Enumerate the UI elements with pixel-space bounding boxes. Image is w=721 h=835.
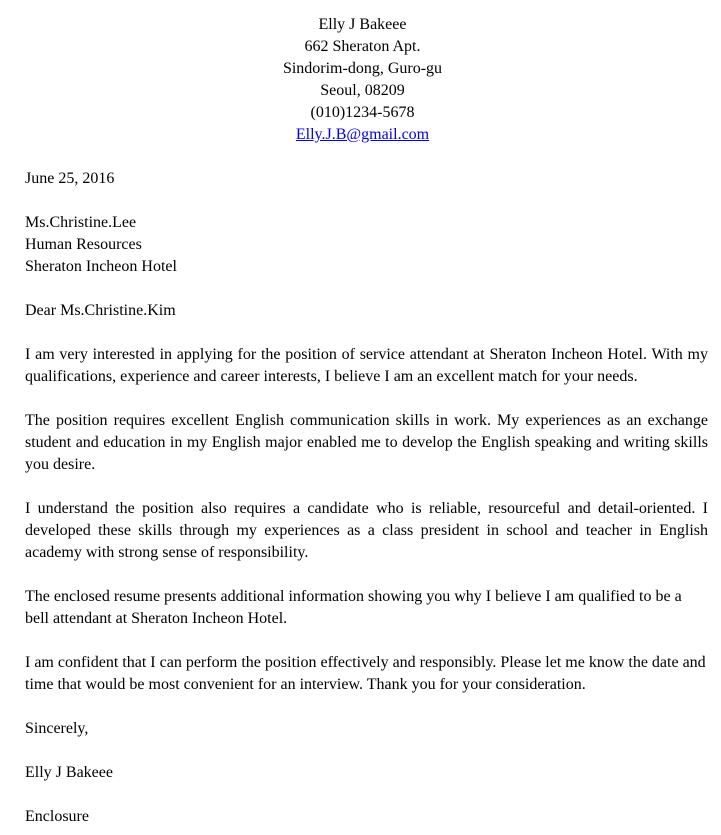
body-paragraph-2: The position requires excellent English communication skills in work. My experiences as an exchange student and education in my English major enabled me to develop the English speaking and writing skills you desire. — [25, 412, 708, 473]
sender-address-line3: Seoul, 08209 — [320, 82, 405, 99]
signature-name: Elly J Bakeee — [25, 764, 113, 781]
salutation: Dear Ms.Christine.Kim — [25, 302, 176, 319]
recipient-block — [25, 212, 708, 278]
body-paragraph-5: I am confident that I can perform the position effectively and responsibly. Please let me know the date and time that would be most convenient for an interview. Thank you for your consideration. — [25, 654, 706, 693]
sender-email-link[interactable]: Elly.J.B@gmail.com — [295, 126, 430, 143]
recipient-department: Human Resources — [25, 236, 142, 253]
body-paragraph-3: I understand the position also requires a candidate who is reliable, resourceful and detail-oriented. I developed these skills through my experiences as a class president in school and teacher in English academy with strong sense of responsibility. — [25, 500, 708, 561]
body-paragraph-4: The enclosed resume presents additional information showing you why I believe I am qualified to be a bell attendant at Sheraton Incheon Hotel. — [25, 588, 682, 627]
sender-address-line2: Sindorim-dong, Guro-gu — [282, 60, 443, 77]
closing: Sincerely, — [25, 720, 89, 737]
recipient-name: Ms.Christine.Lee — [25, 214, 137, 231]
sender-phone: (010)1234-5678 — [310, 104, 415, 121]
recipient-company: Sheraton Incheon Hotel — [25, 258, 177, 275]
sender-name: Elly J Bakeee — [318, 16, 407, 33]
letter — [25, 14, 708, 828]
letter-date: June 25, 2016 — [25, 170, 115, 187]
body-paragraph-1: I am very interested in applying for the position of service attendant at Sheraton Incheon Hotel. With my qualifications, experience and career interests, I believe I am an excellent match for your needs. — [25, 346, 708, 385]
enclosure-note: Enclosure — [25, 808, 89, 825]
sender-block — [21, 14, 704, 146]
sender-address-line1: 662 Sheraton Apt. — [304, 38, 421, 55]
